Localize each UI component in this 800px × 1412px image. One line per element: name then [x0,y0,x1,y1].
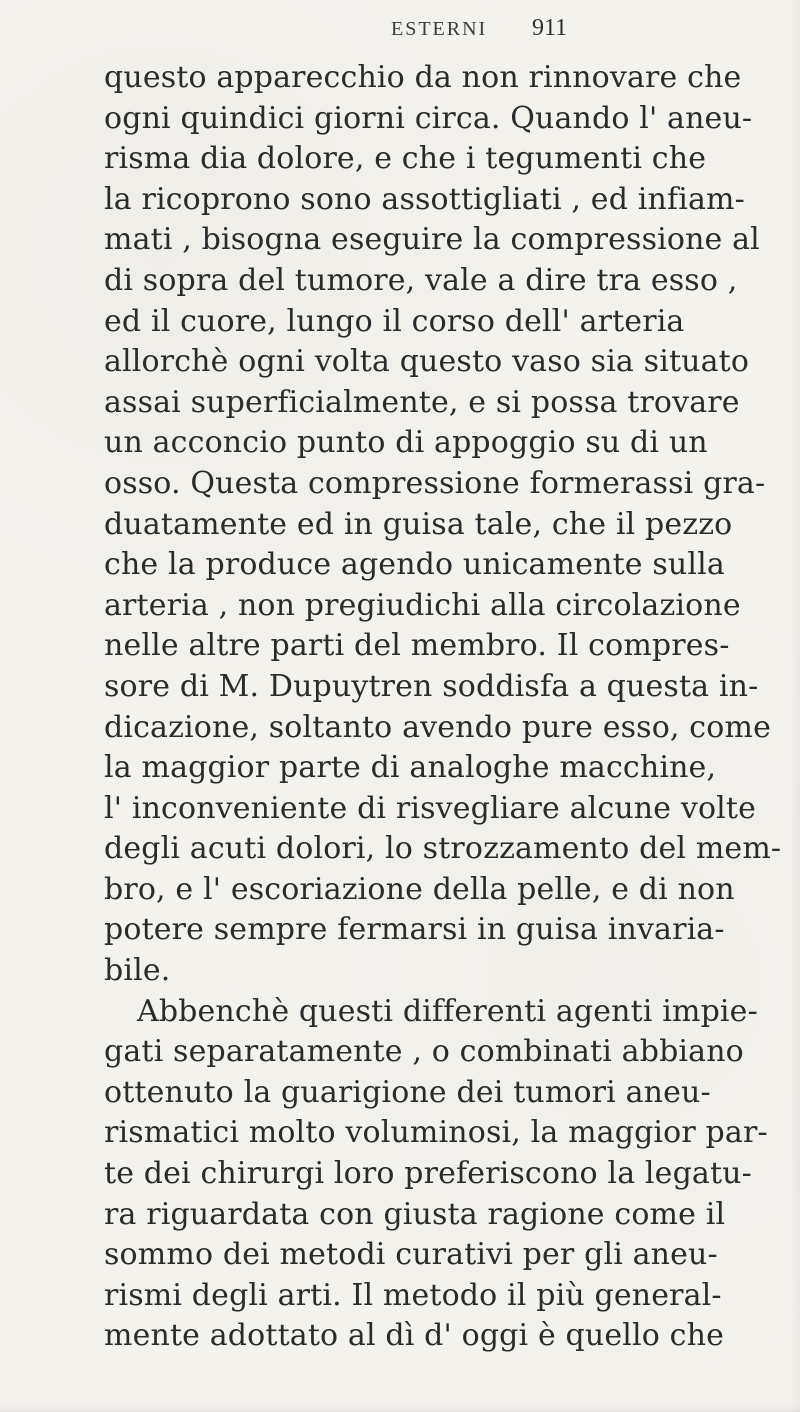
main-text [104,58,782,1357]
text-line: ottenuto la guarigione dei tumori aneu- [104,1074,711,1110]
text-line: gati separatamente , o combinati abbiano [104,1034,744,1070]
text-line: nelle altre parti del membro. Il compres- [104,628,730,664]
text-line: rismi degli arti. Il metodo il più general- [104,1277,722,1313]
text-line: potere sempre fermarsi in guisa invaria- [104,912,725,948]
text-line: risma dia dolore, e che i tegumenti che [104,141,707,177]
text-line: mati , bisogna eseguire la compressione al [104,222,760,258]
text-line: te dei chirurgi loro preferiscono la legatu- [104,1156,752,1192]
text-line: sommo dei metodi curativi per gli aneu- [104,1237,718,1273]
text-line: un acconcio punto di appoggio su di un [104,425,708,461]
text-line: osso. Questa compressione formerassi gra- [104,465,766,501]
text-line: assai superficialmente, e si possa trovare [104,384,740,420]
text-line: duatamente ed in guisa tale, che il pezzo [104,506,733,542]
page-edge-shadow [790,0,800,1412]
running-head: ESTERNI [391,18,488,40]
text-line: ogni quindici giorni circa. Quando l' aneu- [104,100,753,136]
text-line: di sopra del tumore, vale a dire tra esso , [104,262,738,298]
text-line: la ricoprono sono assottigliati , ed infiam- [104,181,745,217]
text-line: ed il cuore, lungo il corso dell' arteria [104,303,685,339]
text-line: bile. [104,953,171,989]
text-line: bro, e l' escoriazione della pelle, e di non [104,871,735,907]
text-line: arteria , non pregiudichi alla circolazione [104,587,741,623]
text-line: la maggior parte di analoghe macchine, [104,750,717,786]
text-line: che la produce agendo unicamente sulla [104,547,725,583]
page-number: 911 [532,15,568,41]
text-line: questo apparecchio da non rinnovare che [104,60,742,95]
text-line: degli acuti dolori, lo strozzamento del mem- [104,831,782,867]
text-line: sore di M. Dupuytren soddisfa a questa in- [104,668,759,704]
paragraph-start-line: Abbenchè questi differenti agenti impie- [137,993,758,1029]
page-bottom-edge [0,1406,800,1412]
text-line: l' inconveniente di risvegliare alcune volte [104,790,757,826]
text-line: allorchè ogni volta questo vaso sia situato [104,344,750,380]
text-line: mente adottato al dì d' oggi è quello che [104,1318,724,1354]
text-line: rismatici molto voluminosi, la maggior par- [104,1115,768,1151]
text-line: dicazione, soltanto avendo pure esso, come [104,709,771,745]
text-line: ra riguardata con giusta ragione come il [104,1196,726,1232]
page-header [0,14,800,48]
